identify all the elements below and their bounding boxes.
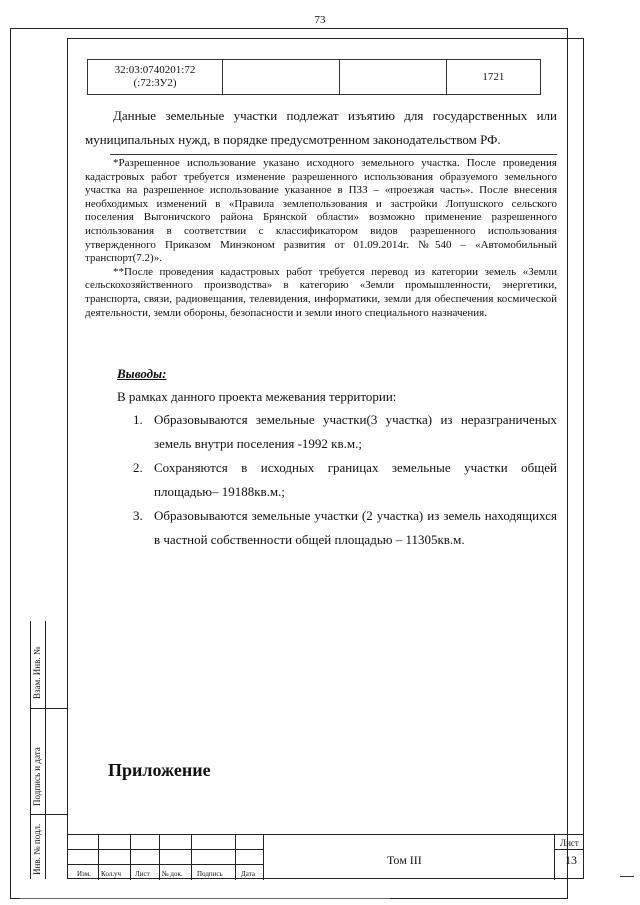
bottom-line [20, 898, 390, 899]
tb-line [67, 864, 263, 865]
tb-divider [98, 835, 99, 880]
footnote-2: **После проведения кадастровых работ требуется перевод из категории земель «Земли сельскохозяйственного производства» в категорию «Земли промышленности, энергетики, транспорта, связи, радиовещания, телевидения, информатики, земли для обеспечения космической деятельности, земли обороны, безопасности и земли иного специального назначения. [85, 265, 557, 319]
list-item-number: 3. [133, 508, 143, 523]
footnotes [85, 157, 557, 320]
tb-col-izm: Изм. [77, 870, 91, 878]
annex-heading: Приложение [108, 760, 211, 780]
strip-line [31, 814, 68, 815]
tb-col-podpis: Подпись [197, 870, 223, 878]
list-item-number: 1. [133, 412, 143, 427]
table-row [88, 60, 541, 95]
tb-divider [191, 835, 192, 880]
list-item [117, 456, 557, 504]
tb-divider [235, 835, 236, 880]
tb-divider [263, 835, 264, 880]
list-item-text: Образовываются земельные участки (2 участка) из земель находящихся в частной собственности общей площадью – 11305кв.м. [154, 508, 557, 547]
strip-line [31, 708, 68, 709]
tb-line [67, 849, 263, 850]
strip-label-vzam: Взам. Инв. № [32, 646, 42, 699]
table-cell-cadastral-number: 32:03:0740201:72 (:72:ЗУ2) [88, 60, 223, 95]
main-paragraph: Данные земельные участки подлежат изъятию для государственных или муниципальных нужд, в порядке предусмотренном законодательством РФ. [85, 108, 557, 147]
table-cell-area: 1721 [446, 60, 540, 95]
list-item-number: 2. [133, 460, 143, 475]
tb-col-doc: № док. [162, 870, 183, 878]
conclusions-intro: В рамках данного проекта межевания территории: [117, 389, 397, 404]
footnote-1: *Разрешенное использование указано исходного земельного участка. После проведения кадастровых работ требуется изменение разрешенного использования образуемого земельного участка на разрешенное использование указанное в ПЗЗ – «проезжая часть». После внесения необходимых изменений в «Правила землепользования и застройки Лопушского сельского поселения Выгоничского района Брянской области» возможно применение разрешенного использования в соответствии с классификатором видов разрешенного использования утвержденного Приказом Минэконом развития от 01.09.2014г. №540 – «Автомобильный транспорт(7.2)». [85, 157, 557, 265]
tb-line [554, 849, 584, 850]
list-item-text: Сохраняются в исходных границах земельные участки общей площадью– 19188кв.м.; [154, 460, 557, 499]
title-block [67, 834, 584, 879]
list-item-text: Образовываются земельные участки(3 участка) из неразграниченых земель внутри поселения -1992 кв.м.; [154, 412, 557, 451]
conclusions-list [117, 408, 557, 552]
parcel-table [87, 59, 541, 95]
tb-divider [554, 835, 555, 880]
table-cell [223, 60, 340, 95]
list-item [117, 408, 557, 456]
tb-col-kolich: Кол.уч [101, 870, 121, 878]
sheet-label: Лист [560, 838, 579, 848]
tb-divider [159, 835, 160, 880]
page-number: 73 [314, 14, 326, 26]
strip-label-podpis: Подпись и дата [32, 747, 42, 806]
binding-strip [30, 621, 67, 879]
volume-label: Том III [387, 853, 422, 867]
conclusions-heading: Выводы: [117, 366, 167, 381]
tb-col-list: Лист [135, 870, 150, 878]
strip-divider [45, 621, 46, 879]
table-cell [339, 60, 446, 95]
sheet-number: 13 [565, 853, 577, 867]
list-item [117, 504, 557, 552]
tb-col-data: Дата [241, 870, 255, 878]
strip-label-inv: Инв. № подл. [32, 823, 42, 875]
tb-divider [130, 835, 131, 880]
edge-mark [620, 876, 634, 877]
footnote-rule [110, 154, 557, 155]
